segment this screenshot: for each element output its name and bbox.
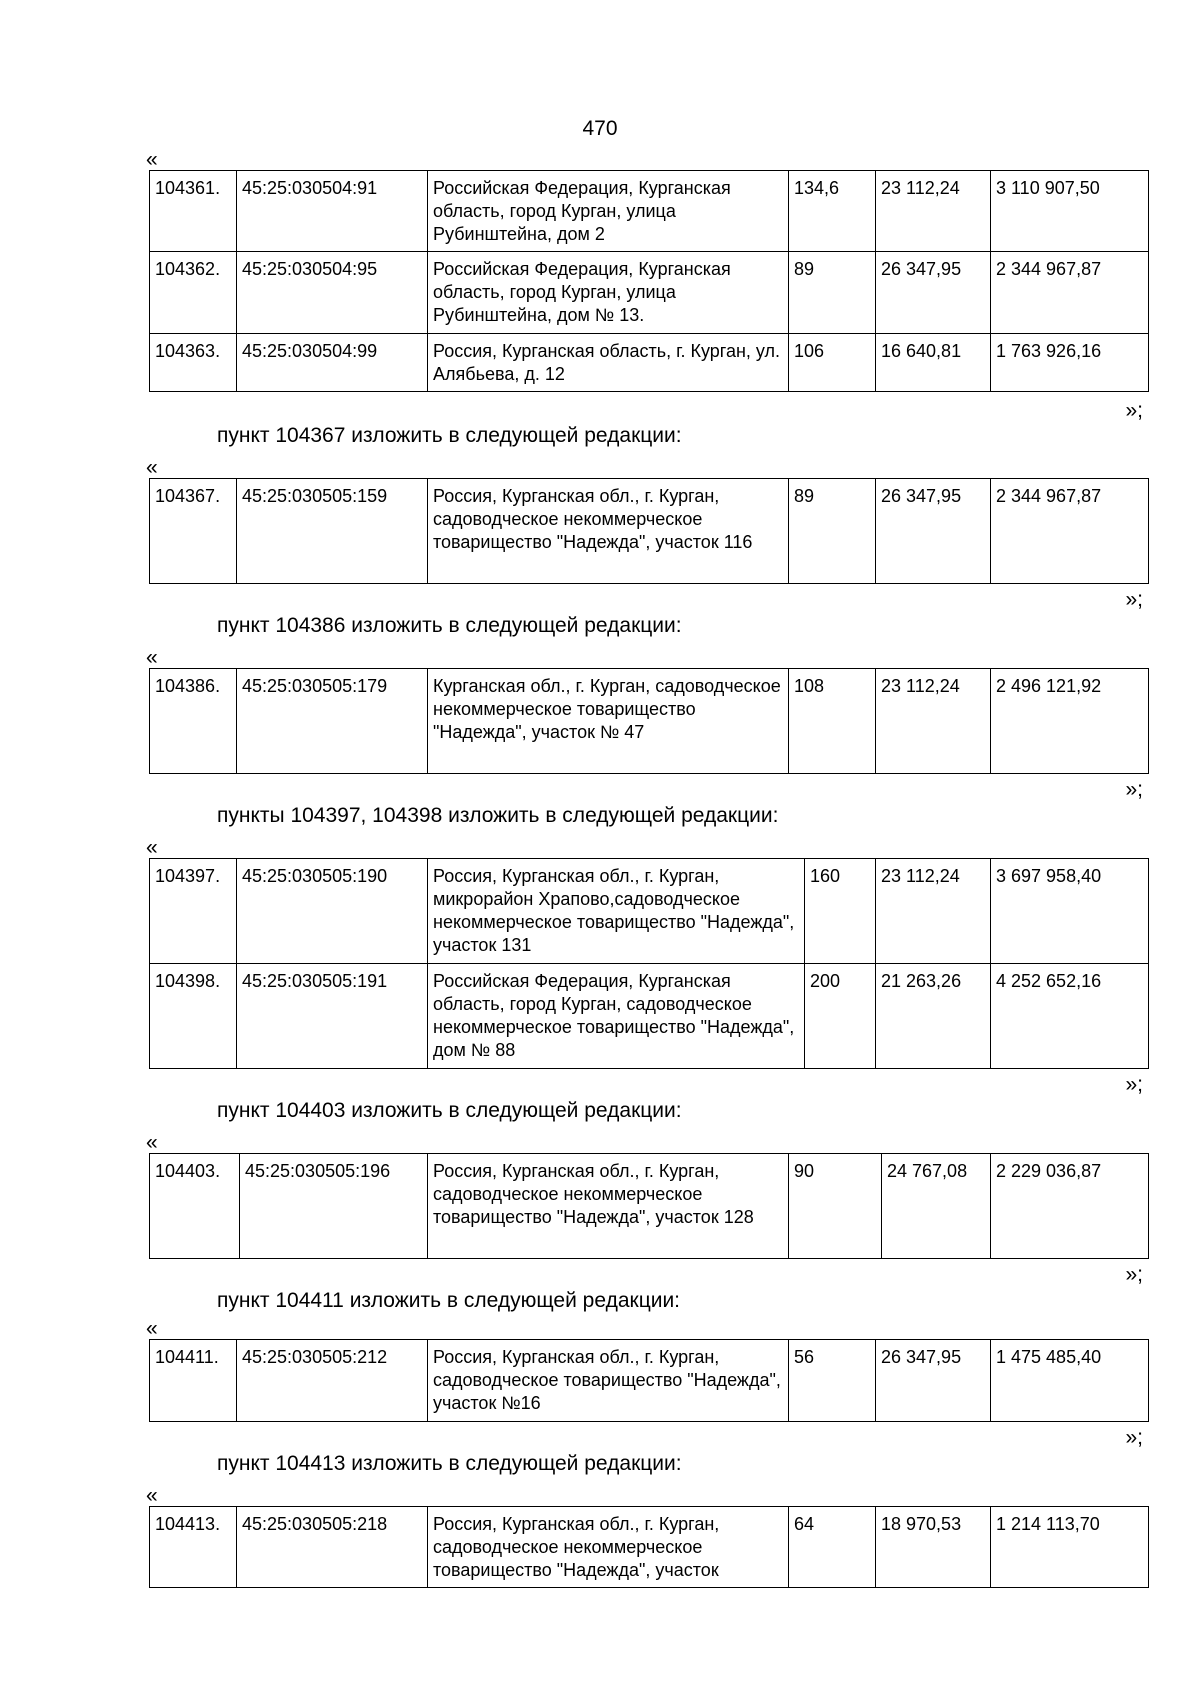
row-number: 104361.	[150, 171, 237, 252]
amendment-instruction: пункт 104413 изложить в следующей редакции:	[217, 1452, 682, 1475]
row-number: 104386.	[150, 669, 237, 774]
cadastral-value: 1 214 113,70	[991, 1507, 1149, 1588]
cadastral-number: 45:25:030504:91	[237, 171, 428, 252]
cadastral-number: 45:25:030505:191	[237, 964, 428, 1069]
area: 64	[789, 1507, 876, 1588]
quote-open: «	[146, 1484, 158, 1507]
specific-value: 23 112,24	[876, 669, 991, 774]
amendment-instruction: пункт 104386 изложить в следующей редакции:	[217, 614, 682, 637]
address: Россия, Курганская обл., г. Курган, садоводческое некоммерческое товарищество "Надежда", участок 128	[428, 1154, 789, 1259]
address: Российская Федерация, Курганская область, город Курган, садоводческое некоммерческое товарищество "Надежда", дом № 88	[428, 964, 805, 1069]
cadastral-number: 45:25:030504:95	[237, 252, 428, 334]
specific-value: 18 970,53	[876, 1507, 991, 1588]
area: 90	[789, 1154, 882, 1259]
address: Россия, Курганская обл., г. Курган, микрорайон Храпово,садоводческое некоммерческое товарищество "Надежда", участок 131	[428, 859, 805, 964]
row-number: 104362.	[150, 252, 237, 334]
cadastral-value: 1 475 485,40	[991, 1340, 1149, 1422]
cadastral-value: 2 344 967,87	[991, 479, 1149, 584]
specific-value: 26 347,95	[876, 479, 991, 584]
specific-value: 16 640,81	[876, 334, 991, 392]
page-number: 470	[582, 117, 618, 140]
cadastral-number: 45:25:030505:212	[237, 1340, 428, 1422]
area: 134,6	[789, 171, 876, 252]
cadastral-value: 2 229 036,87	[991, 1154, 1149, 1259]
specific-value: 26 347,95	[876, 1340, 991, 1422]
quote-open: «	[146, 836, 158, 859]
area: 106	[789, 334, 876, 392]
area: 56	[789, 1340, 876, 1422]
cadastral-number: 45:25:030505:190	[237, 859, 428, 964]
quote-close: »;	[1125, 778, 1143, 801]
area: 89	[789, 479, 876, 584]
table-row	[150, 479, 1149, 584]
specific-value: 26 347,95	[876, 252, 991, 334]
table-row	[150, 1507, 1149, 1588]
specific-value: 23 112,24	[876, 171, 991, 252]
address: Россия, Курганская обл., г. Курган, садоводческое товарищество "Надежда", участок №16	[428, 1340, 789, 1422]
table-row	[150, 859, 1149, 964]
quote-open: «	[146, 1317, 158, 1340]
amendment-instruction: пункт 104403 изложить в следующей редакции:	[217, 1099, 682, 1122]
quote-close: »;	[1125, 399, 1143, 422]
row-number: 104413.	[150, 1507, 237, 1588]
table-row	[150, 171, 1149, 252]
area: 89	[789, 252, 876, 334]
address: Россия, Курганская обл., г. Курган, садоводческое некоммерческое товарищество "Надежда", участок	[428, 1507, 789, 1588]
row-number: 104367.	[150, 479, 237, 584]
quote-close: »;	[1125, 1073, 1143, 1096]
cadastral-number: 45:25:030505:218	[237, 1507, 428, 1588]
amendment-instruction: пункты 104397, 104398 изложить в следующей редакции:	[217, 804, 779, 827]
cadastral-value: 4 252 652,16	[991, 964, 1149, 1069]
row-number: 104403.	[150, 1154, 240, 1259]
table-row	[150, 1154, 1149, 1259]
cadastral-value: 2 496 121,92	[991, 669, 1149, 774]
address: Россия, Курганская обл., г. Курган, садоводческое некоммерческое товарищество "Надежда", участок 116	[428, 479, 789, 584]
table-row	[150, 334, 1149, 392]
row-number: 104363.	[150, 334, 237, 392]
cadastral-value: 1 763 926,16	[991, 334, 1149, 392]
register-table	[149, 1506, 1149, 1588]
quote-open: «	[146, 646, 158, 669]
quote-close: »;	[1125, 1263, 1143, 1286]
quote-open: «	[146, 1131, 158, 1154]
cadastral-number: 45:25:030505:179	[237, 669, 428, 774]
specific-value: 24 767,08	[882, 1154, 991, 1259]
address: Россия, Курганская область, г. Курган, ул. Алябьева, д. 12	[428, 334, 789, 392]
register-table	[149, 668, 1149, 774]
table-row	[150, 669, 1149, 774]
quote-open: «	[146, 456, 158, 479]
table-row	[150, 252, 1149, 334]
amendment-instruction: пункт 104411 изложить в следующей редакции:	[217, 1289, 681, 1312]
cadastral-number: 45:25:030504:99	[237, 334, 428, 392]
cadastral-number: 45:25:030505:196	[240, 1154, 428, 1259]
area: 108	[789, 669, 876, 774]
cadastral-value: 2 344 967,87	[991, 252, 1149, 334]
register-table	[149, 170, 1149, 392]
area: 200	[805, 964, 876, 1069]
table-row	[150, 964, 1149, 1069]
cadastral-value: 3 110 907,50	[991, 171, 1149, 252]
row-number: 104411.	[150, 1340, 237, 1422]
quote-close: »;	[1125, 588, 1143, 611]
row-number: 104398.	[150, 964, 237, 1069]
cadastral-number: 45:25:030505:159	[237, 479, 428, 584]
specific-value: 21 263,26	[876, 964, 991, 1069]
address: Курганская обл., г. Курган, садоводческое некоммерческое товарищество "Надежда", участок № 47	[428, 669, 789, 774]
address: Российская Федерация, Курганская область, город Курган, улица Рубинштейна, дом 2	[428, 171, 789, 252]
quote-close: »;	[1125, 1426, 1143, 1449]
register-table	[149, 478, 1149, 584]
amendment-instruction: пункт 104367 изложить в следующей редакции:	[217, 424, 682, 447]
quote-open: «	[146, 148, 158, 171]
table-row	[150, 1340, 1149, 1422]
register-table	[149, 1339, 1149, 1422]
specific-value: 23 112,24	[876, 859, 991, 964]
row-number: 104397.	[150, 859, 237, 964]
cadastral-value: 3 697 958,40	[991, 859, 1149, 964]
address: Российская Федерация, Курганская область, город Курган, улица Рубинштейна, дом № 13.	[428, 252, 789, 334]
register-table	[149, 1153, 1149, 1259]
register-table	[149, 858, 1149, 1069]
area: 160	[805, 859, 876, 964]
